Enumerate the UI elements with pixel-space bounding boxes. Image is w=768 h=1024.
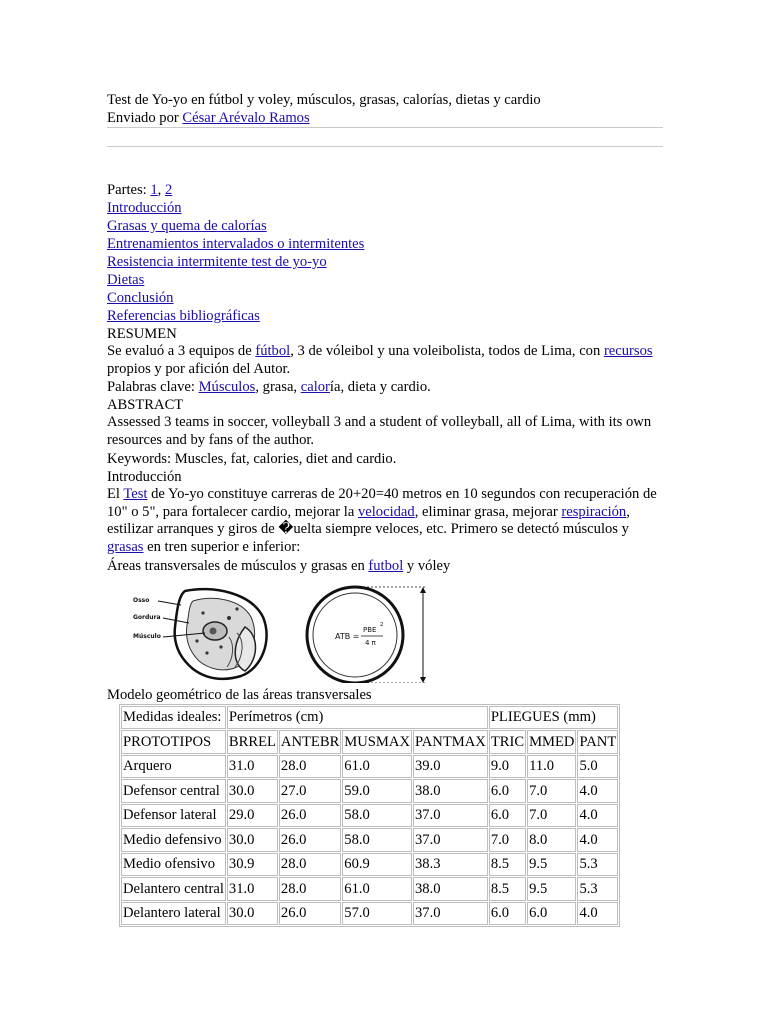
label-gordura: Gordura [133,613,161,621]
header-cell: PROTOTIPOS [121,730,226,754]
value-cell: 8.5 [489,877,526,901]
header-cell: ANTEBR [279,730,341,754]
value-cell: 4.0 [577,902,618,926]
value-cell: 8.0 [527,828,576,852]
value-cell: 60.9 [342,853,412,877]
label-osso: Osso [133,596,150,604]
group-cell-medidas: Medidas ideales: [121,706,226,730]
part-2-link[interactable]: 2 [164,182,173,198]
figure-caption: Modelo geométrico de las áreas transversales [107,686,372,703]
futbol-link[interactable]: fútbol [255,343,291,359]
value-cell: 6.0 [489,804,526,828]
author-link[interactable]: César Arévalo Ramos [182,110,310,126]
resumen-paragraph: Se evaluó a 3 equipos de fútbol, 3 de vóleibol y una voleibolista, todos de Lima, con recursos propios y por afición del Autor. [107,343,653,377]
parts-label: Partes: [107,182,151,198]
row-label-cell: Medio defensivo [121,828,226,852]
velocidad-link[interactable]: velocidad [357,503,415,520]
value-cell: 5.3 [577,877,618,901]
value-cell: 61.0 [342,755,412,779]
value-cell: 37.0 [413,804,488,828]
formula-exponent: 2 [380,621,384,628]
value-cell: 8.5 [489,853,526,877]
value-cell: 37.0 [413,902,488,926]
value-cell: 26.0 [279,828,341,852]
header-cell: BRREL [227,730,278,754]
value-cell: 38.0 [413,877,488,901]
areas-line: Áreas transversales de músculos y grasas en futbol y vóley [107,557,451,574]
value-cell: 37.0 [413,828,488,852]
row-label-cell: Delantero central [121,877,226,901]
parts-nav: Partes: 1, 2 [107,182,173,198]
sent-by-label: Enviado por [107,110,183,126]
value-cell: 59.0 [342,779,412,803]
value-cell: 30.0 [227,779,278,803]
header-cell: MUSMAX [342,730,412,754]
futbol-link-2[interactable]: futbol [368,557,404,574]
row-label-cell: Delantero lateral [121,902,226,926]
value-cell: 38.0 [413,779,488,803]
value-cell: 61.0 [342,877,412,901]
row-label-cell: Defensor central [121,779,226,803]
byline [107,109,663,127]
value-cell: 29.0 [227,804,278,828]
divider [107,127,663,128]
grasas-link[interactable]: grasas [107,538,144,555]
value-cell: 5.3 [577,853,618,877]
measurements-table [119,704,620,928]
table-row [121,755,618,779]
group-cell-perimetros: Perímetros (cm) [227,706,488,730]
intro-heading: Introducción [107,468,182,485]
caloria-link[interactable]: calor [300,379,330,396]
value-cell: 9.5 [527,853,576,877]
intro-paragraph: El Test de Yo-yo constituye carreras de 20+20=40 metros en 10 segundos con recuperación de 10" o 5", para fortalecer cardio, mejorar la velocidad, eliminar grasa, mejorar respiración, estilizar arranques y giros de �uelta siempre veloces, etc. Primero se detectó músculos y grasas en tren superior e inferior: [107,485,657,555]
group-cell-pliegues: PLIEGUES (mm) [489,706,618,730]
table-row [121,877,618,901]
value-cell: 27.0 [279,779,341,803]
abstract-heading: ABSTRACT [107,397,184,414]
value-cell: 6.0 [527,902,576,926]
value-cell: 28.0 [279,755,341,779]
value-cell: 7.0 [489,828,526,852]
respiracion-link[interactable]: respiración [561,503,627,520]
value-cell: 31.0 [227,755,278,779]
value-cell: 26.0 [279,804,341,828]
value-cell: 38.3 [413,853,488,877]
formula-denominator: 4 π [365,638,376,647]
toc-link-grasas[interactable]: Grasas y quema de calorías [107,218,267,234]
formula-numerator: PBE [363,625,377,634]
table-row [121,902,618,926]
toc-link-resistencia[interactable]: Resistencia intermitente test de yo-yo [107,254,327,270]
toc-link-referencias[interactable]: Referencias bibliográficas [107,308,260,324]
toc-link-dietas[interactable]: Dietas [107,272,145,288]
toc-link-conclusion[interactable]: Conclusión [107,290,174,306]
value-cell: 7.0 [527,804,576,828]
value-cell: 58.0 [342,828,412,852]
value-cell: 6.0 [489,779,526,803]
recursos-link[interactable]: recursos [603,343,653,359]
value-cell: 4.0 [577,804,618,828]
test-link[interactable]: Test [123,485,148,502]
table-header-row [121,730,618,754]
palabras-clave: Palabras clave: Músculos, grasa, caloría, dieta y cardio. [107,379,431,396]
header-cell: MMED [527,730,576,754]
value-cell: 11.0 [527,755,576,779]
toc-link-introduccion[interactable]: Introducción [107,200,182,216]
table-group-row [121,706,618,730]
value-cell: 4.0 [577,828,618,852]
limb-cross-section [175,589,267,679]
musculos-link[interactable]: Músculos [198,379,256,396]
value-cell: 58.0 [342,804,412,828]
circle-model [307,587,403,683]
table-row [121,779,618,803]
value-cell: 9.0 [489,755,526,779]
row-label-cell: Defensor lateral [121,804,226,828]
table-row [121,828,618,852]
value-cell: 5.0 [577,755,618,779]
table-row [121,804,618,828]
row-label-cell: Arquero [121,755,226,779]
resumen-heading: RESUMEN [107,326,177,342]
abstract-keywords: Keywords: Muscles, fat, calories, diet and cardio. [107,450,397,467]
value-cell: 4.0 [577,779,618,803]
value-cell: 39.0 [413,755,488,779]
label-musculo: Músculo [133,632,161,640]
document-title: Test de Yo-yo en fútbol y voley, músculos, grasas, calorías, dietas y cardio [107,92,541,108]
formula-lhs: ATB = [335,631,360,641]
value-cell: 30.9 [227,853,278,877]
part-1-link[interactable]: 1 [150,182,158,198]
value-cell: 30.0 [227,828,278,852]
header-cell: PANTMAX [413,730,488,754]
value-cell: 6.0 [489,902,526,926]
row-label-cell: Medio ofensivo [121,853,226,877]
value-cell: 28.0 [279,853,341,877]
value-cell: 26.0 [279,902,341,926]
value-cell: 30.0 [227,902,278,926]
table-row [121,853,618,877]
cross-section-diagram [133,583,433,683]
value-cell: 7.0 [527,779,576,803]
toc-link-entrenamientos[interactable]: Entrenamientos intervalados o intermitentes [107,236,365,252]
value-cell: 28.0 [279,877,341,901]
header-cell: TRIC [489,730,526,754]
value-cell: 57.0 [342,902,412,926]
abstract-paragraph: Assessed 3 teams in soccer, volleyball 3 and a student of volleyball, all of Lima, with its own resources and by fans of the author. [107,414,652,449]
cross-section-figure [133,583,433,683]
value-cell: 9.5 [527,877,576,901]
document-page [107,91,663,927]
value-cell: 31.0 [227,877,278,901]
header-cell: PANT [577,730,618,754]
